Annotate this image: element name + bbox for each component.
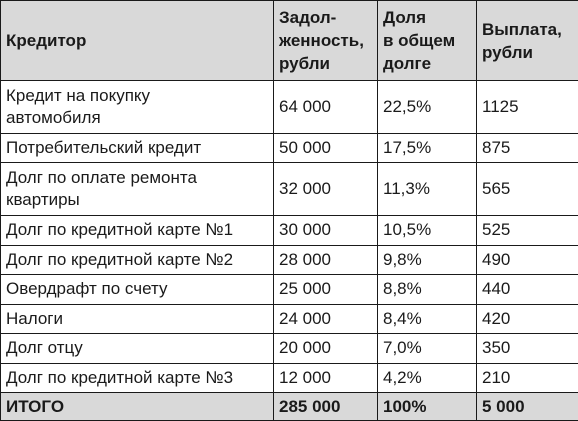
cell-creditor: Долг по кредитной карте №1 (1, 216, 274, 245)
cell-payment: 565 (477, 163, 578, 216)
cell-debt: 25 000 (274, 275, 378, 304)
cell-payment: 350 (477, 334, 578, 363)
cell-creditor: Долг по оплате ремонта квартиры (1, 163, 274, 216)
cell-payment: 210 (477, 363, 578, 393)
cell-creditor: Овердрафт по счету (1, 275, 274, 304)
header-debt (274, 1, 378, 81)
total-creditor: ИТОГО (1, 393, 274, 421)
cell-share: 8,8% (378, 275, 477, 304)
cell-debt: 28 000 (274, 245, 378, 274)
cell-payment: 440 (477, 275, 578, 304)
total-share: 100% (378, 393, 477, 421)
cell-payment: 420 (477, 304, 578, 333)
table-row (1, 304, 578, 333)
cell-debt: 20 000 (274, 334, 378, 363)
cell-share: 9,8% (378, 245, 477, 274)
cell-creditor: Потребительский кредит (1, 133, 274, 162)
header-creditor-label: Кредитор (6, 31, 87, 50)
table-row (1, 363, 578, 393)
cell-creditor: Долг по кредитной карте №3 (1, 363, 274, 393)
total-debt: 285 000 (274, 393, 378, 421)
cell-share: 8,4% (378, 304, 477, 333)
cell-creditor: Долг по кредитной карте №2 (1, 245, 274, 274)
total-payment: 5 000 (477, 393, 578, 421)
cell-debt: 30 000 (274, 216, 378, 245)
cell-share: 4,2% (378, 363, 477, 393)
header-payment (477, 1, 578, 81)
table-row (1, 163, 578, 216)
header-creditor (1, 1, 274, 81)
header-row (1, 1, 578, 81)
cell-share: 10,5% (378, 216, 477, 245)
cell-debt: 24 000 (274, 304, 378, 333)
cell-share: 7,0% (378, 334, 477, 363)
cell-share: 11,3% (378, 163, 477, 216)
cell-debt: 64 000 (274, 81, 378, 134)
table-row (1, 245, 578, 274)
table-row (1, 334, 578, 363)
cell-share: 17,5% (378, 133, 477, 162)
table-row (1, 216, 578, 245)
cell-creditor: Кредит на покупку автомобиля (1, 81, 274, 134)
header-share (378, 1, 477, 81)
cell-payment: 490 (477, 245, 578, 274)
cell-debt: 12 000 (274, 363, 378, 393)
table-row (1, 275, 578, 304)
cell-payment: 525 (477, 216, 578, 245)
cell-debt: 32 000 (274, 163, 378, 216)
cell-debt: 50 000 (274, 133, 378, 162)
cell-payment: 875 (477, 133, 578, 162)
cell-payment: 1125 (477, 81, 578, 134)
table-row (1, 81, 578, 134)
cell-share: 22,5% (378, 81, 477, 134)
cell-creditor: Налоги (1, 304, 274, 333)
cell-creditor: Долг отцу (1, 334, 274, 363)
header-debt-label: Задол- женность, рубли (279, 8, 364, 73)
header-share-label: Доля в общем долге (383, 8, 456, 73)
table-row (1, 133, 578, 162)
total-row (1, 393, 578, 421)
header-payment-label: Выплата, рубли (482, 19, 562, 62)
